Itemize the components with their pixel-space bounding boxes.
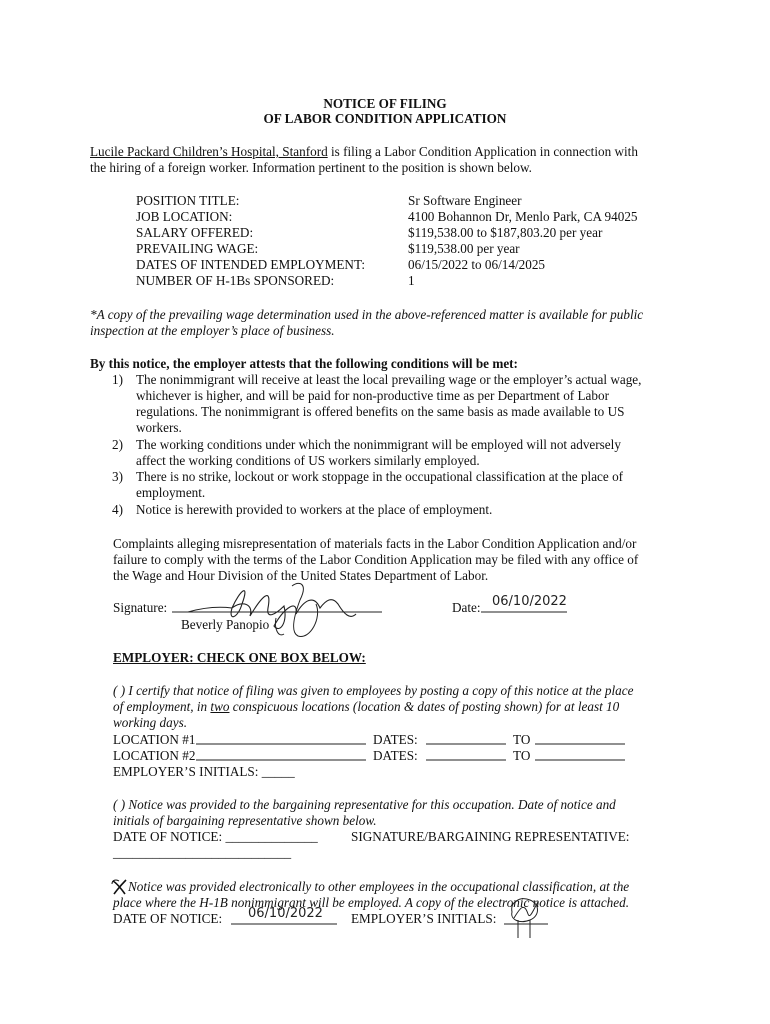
signer-name: Beverly Panopio	[181, 617, 270, 632]
label-position-title: POSITION TITLE:	[136, 193, 240, 208]
location-1-to-line[interactable]	[535, 742, 627, 746]
location-1-label: LOCATION #1	[113, 732, 196, 747]
attest-heading: By this notice, the employer attests that the following conditions will be met:	[90, 356, 518, 371]
option3-date-line[interactable]	[231, 922, 339, 926]
option1-line3: working days.	[113, 715, 187, 730]
signature-label: Signature:	[113, 600, 168, 615]
option1-line1: ( ) I certify that notice of filing was given to employees by posting a copy of this notice at the place	[113, 683, 634, 698]
label-salary-offered: SALARY OFFERED:	[136, 225, 254, 240]
option3-line1: Notice was provided electronically to other employees in the occupational classification, at the	[128, 879, 630, 894]
value-prevailing-wage: $119,538.00 per year	[408, 241, 520, 256]
attest-item-2-number: 2)	[112, 437, 123, 452]
label-job-location: JOB LOCATION:	[136, 209, 233, 224]
attest-item-1-line: The nonimmigrant will receive at least the local prevailing wage or the employer’s actual wage,	[136, 372, 642, 387]
attest-item-1-line: workers.	[136, 420, 182, 435]
option3-initials-label: EMPLOYER’S INITIALS:	[351, 911, 497, 926]
location-1-dates-label: DATES:	[373, 732, 418, 747]
option2-signature-blank: ___________________________	[113, 845, 292, 860]
intro-line1: Lucile Packard Children’s Hospital, Stanford is filing a Labor Condition Application in connection with	[90, 144, 638, 159]
date-line	[481, 610, 569, 614]
option1-line2: of employment, in two conspicuous locations (location & dates of posting shown) for at least 10	[113, 699, 620, 714]
location-2-to-line[interactable]	[535, 758, 627, 762]
attest-item-2-line: The working conditions under which the nonimmigrant will be employed will not adversely	[136, 437, 621, 452]
complaints-line: Complaints alleging misrepresentation of materials facts in the Labor Condition Application and/or	[113, 536, 637, 551]
location-2-dates-line[interactable]	[426, 758, 508, 762]
wage-note-line2: inspection at the employer’s place of business.	[90, 323, 335, 338]
label-h1b-count: NUMBER OF H-1Bs SPONSORED:	[136, 273, 335, 288]
intro-line2: the hiring of a foreign worker. Information pertinent to the position is shown below.	[90, 160, 532, 175]
notice-title-line2: OF LABOR CONDITION APPLICATION	[263, 111, 507, 126]
value-salary-offered: $119,538.00 to $187,803.20 per year	[408, 225, 603, 240]
option1-checkbox[interactable]: ( )	[113, 683, 126, 698]
location-1-to-label: TO	[513, 732, 531, 747]
attest-item-1-line: regulations. The nonimmigrant is offered benefits on the same basis as made available to US	[136, 404, 625, 419]
location-1-line[interactable]	[196, 742, 368, 746]
attest-item-1-number: 1)	[112, 372, 123, 387]
attest-item-1-line: whichever is higher, and will be paid for non-productive time as per Department of Labor	[136, 388, 609, 403]
date-label: Date:	[452, 600, 481, 615]
option3-checkbox-mark[interactable]	[110, 878, 130, 896]
option1-initials: EMPLOYER’S INITIALS: _____	[113, 764, 295, 779]
attest-item-4-number: 4)	[112, 502, 123, 517]
option3-date-label: DATE OF NOTICE:	[113, 911, 223, 926]
attest-item-3-line: employment.	[136, 485, 206, 500]
location-2-label: LOCATION #2	[113, 748, 196, 763]
location-2-to-label: TO	[513, 748, 531, 763]
value-position-title: Sr Software Engineer	[408, 193, 522, 208]
employer-check-heading: EMPLOYER: CHECK ONE BOX BELOW:	[113, 650, 366, 665]
notice-title-line1: NOTICE OF FILING	[323, 96, 447, 111]
complaints-line: failure to comply with the terms of the Labor Condition Application may be filed with any office of	[113, 552, 639, 567]
option2-signature-label: SIGNATURE/BARGAINING REPRESENTATIVE:	[351, 829, 630, 844]
wage-note-line1: *A copy of the prevailing wage determination used in the above-referenced matter is available for public	[90, 307, 644, 322]
signature-date: 06/10/2022	[492, 594, 567, 609]
option3-line2: place where the H-1B nonimmigrant will be employed. A copy of the electronic notice is attached.	[113, 895, 630, 910]
employer-name: Lucile Packard Children’s Hospital, Stanford	[90, 144, 328, 159]
employer-initials-scribble	[504, 894, 550, 940]
attest-item-3-line: There is no strike, lockout or work stoppage in the occupational classification at the place of	[136, 469, 624, 484]
attest-item-3-number: 3)	[112, 469, 123, 484]
value-dates-employment: 06/15/2022 to 06/14/2025	[408, 257, 546, 272]
label-prevailing-wage: PREVAILING WAGE:	[136, 241, 259, 256]
option2-date-of-notice: DATE OF NOTICE: ______________	[113, 829, 318, 844]
complaints-line: the Wage and Hour Division of the United States Department of Labor.	[113, 568, 489, 583]
option2-line2: initials of bargaining representative shown below.	[113, 813, 377, 828]
location-2-line[interactable]	[196, 758, 368, 762]
value-job-location: 4100 Bohannon Dr, Menlo Park, CA 94025	[408, 209, 638, 224]
value-h1b-count: 1	[408, 273, 415, 288]
option2-line1: ( ) Notice was provided to the bargaining representative for this occupation. Date of notice and	[113, 797, 616, 812]
attest-item-2-line: affect the working conditions of US workers similarly employed.	[136, 453, 480, 468]
option3-date-value: 06/10/2022	[248, 906, 323, 921]
location-1-dates-line[interactable]	[426, 742, 508, 746]
location-2-dates-label: DATES:	[373, 748, 418, 763]
label-dates-employment: DATES OF INTENDED EMPLOYMENT:	[136, 257, 366, 272]
attest-item-4-line: Notice is herewith provided to workers at the place of employment.	[136, 502, 493, 517]
